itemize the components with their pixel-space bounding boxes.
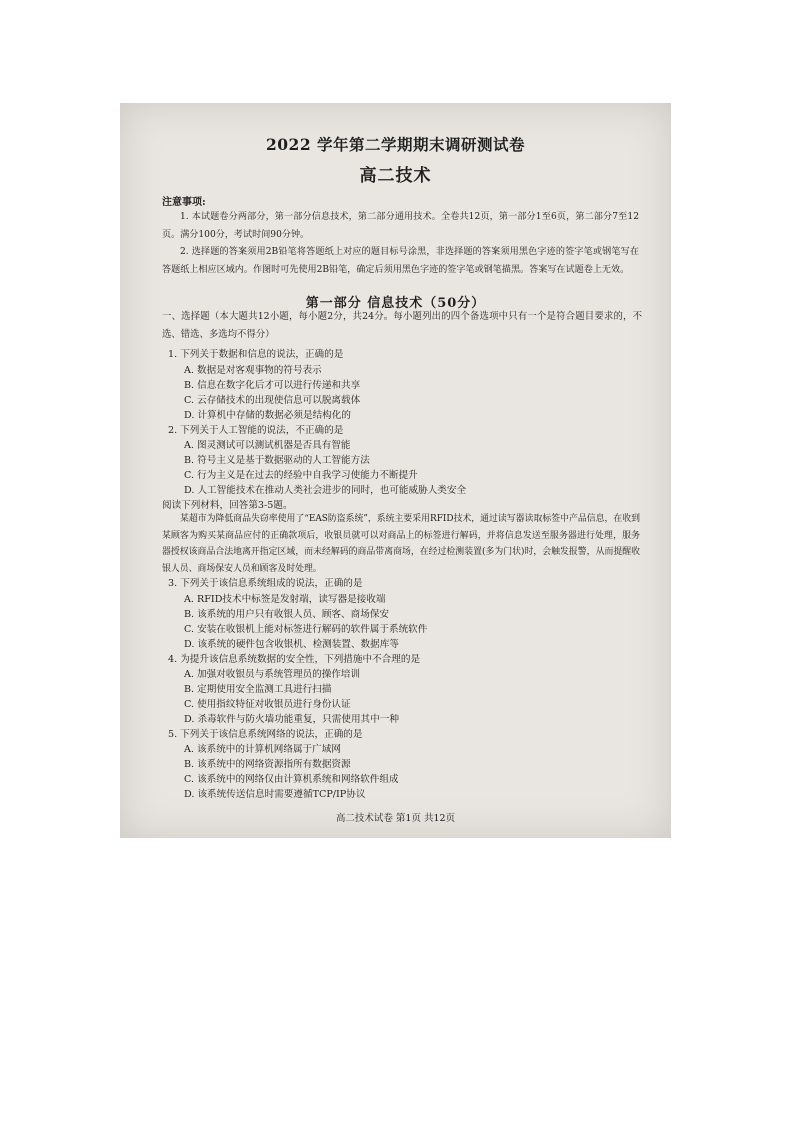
question-5-option-b: B. 该系统中的网络资源指所有数据资源 <box>184 759 351 770</box>
question-3-option-a: A. RFID技术中标签是发射端，读写器是接收端 <box>184 594 386 605</box>
question-4-option-d: D. 杀毒软件与防火墙功能重复，只需使用其中一种 <box>184 714 399 725</box>
question-1-option-b: B. 信息在数字化后才可以进行传递和共享 <box>184 380 361 391</box>
question-2-stem: 2. 下列关于人工智能的说法，不正确的是 <box>168 425 344 436</box>
reading-intro: 阅读下列材料，回答第3-5题。 <box>162 500 293 511</box>
question-2-option-c: C. 行为主义是在过去的经验中自我学习使能力不断提升 <box>184 470 418 481</box>
section-intro: 一、选择题（本大题共12小题，每小题2分，共24分。每小题列出的四个备选项中只有一个是符合题目要求的，不选、错选、多选均不得分） <box>162 311 642 340</box>
question-2-option-d: D. 人工智能技术在推动人类社会进步的同时，也可能威胁人类安全 <box>184 485 467 496</box>
question-3-option-b: B. 该系统的用户只有收银人员、顾客、商场保安 <box>184 609 390 620</box>
question-2-option-a: A. 图灵测试可以测试机器是否具有智能 <box>184 440 351 451</box>
question-1-option-d: D. 计算机中存储的数据必须是结构化的 <box>184 410 351 421</box>
exam-subtitle: 高二技术 <box>359 166 432 186</box>
question-1-option-a: A. 数据是对客观事物的符号表示 <box>184 365 322 376</box>
exam-page-photo <box>120 103 671 838</box>
question-1-option-c: C. 云存储技术的出现使信息可以脱离载体 <box>184 395 361 406</box>
notice-heading: 注意事项: <box>162 197 206 208</box>
part1-title: 第一部分 信息技术（50分） <box>305 296 486 311</box>
question-4-option-c: C. 使用指纹特征对收银员进行身份认证 <box>184 699 351 710</box>
exam-title: 2022 学年第二学期期末调研测试卷 <box>265 135 526 154</box>
question-4-option-b: B. 定期使用安全监测工具进行扫描 <box>184 684 332 695</box>
question-3-option-d: D. 该系统的硬件包含收银机、检测装置、数据库等 <box>184 639 399 650</box>
question-2-option-b: B. 符号主义是基于数据驱动的人工智能方法 <box>184 455 370 466</box>
question-5-option-a: A. 该系统中的计算机网络属于广域网 <box>184 744 341 755</box>
page-footer: 高二技术试卷 第1页 共12页 <box>335 813 456 824</box>
notice-item-2: 2. 选择题的答案须用2B铅笔将答题纸上对应的题目标号涂黑，非选择题的答案须用黑色字迹的签字笔或钢笔写在答题纸上相应区域内。作图时可先使用2B铅笔，确定后须用黑色字迹的签字笔或钢笔描黑。答案写在试题卷上无效。 <box>162 247 639 275</box>
notice-item-1: 1. 本试题卷分两部分，第一部分信息技术，第二部分通用技术。全卷共12页，第一部分1至6页，第二部分7至12页。满分100分，考试时间90分钟。 <box>162 212 639 240</box>
question-5-stem: 5. 下列关于该信息系统网络的说法，正确的是 <box>168 729 363 740</box>
question-5-option-d: D. 该系统传送信息时需要遵循TCP/IP协议 <box>184 789 366 800</box>
question-3-option-c: C. 安装在收银机上能对标签进行解码的软件属于系统软件 <box>184 624 428 635</box>
reading-material: 某超市为降低商品失窃率使用了“EAS防盗系统”，系统主要采用RFID技术，通过读写器读取标签中产品信息，在收到某顾客为购买某商品应付的正确款项后，收银员就可以对商品上的标签进行解码，并将信息发送至服务器进行处理，服务器授权该商品合法地离开指定区域，而未经解码的商品带离商场，在经过检测装置(多为门状)时，会触发报警，从而提醒收银人员、商场保安人员和顾客及时处理。 <box>162 514 640 574</box>
question-1-stem: 1. 下列关于数据和信息的说法，正确的是 <box>168 349 344 360</box>
question-5-option-c: C. 该系统中的网络仅由计算机系统和网络软件组成 <box>184 774 399 785</box>
question-4-option-a: A. 加强对收银员与系统管理员的操作培训 <box>184 669 361 680</box>
question-3-stem: 3. 下列关于该信息系统组成的说法，正确的是 <box>168 578 363 589</box>
question-4-stem: 4. 为提升该信息系统数据的安全性，下列措施中不合理的是 <box>168 654 421 665</box>
